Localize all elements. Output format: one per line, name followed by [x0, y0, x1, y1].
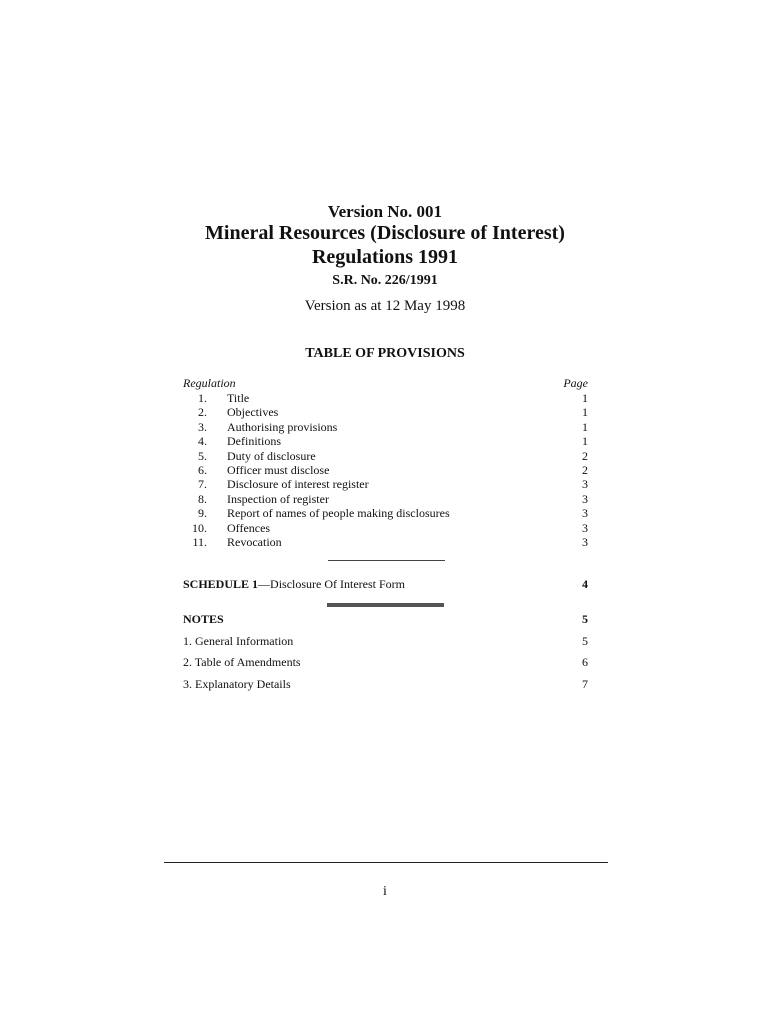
toc-row-number: 8. [198, 491, 207, 506]
page-number: i [383, 884, 387, 899]
toc-row[interactable] [183, 506, 588, 520]
toc-row-number: 9. [198, 506, 207, 521]
toc-row[interactable] [183, 521, 588, 535]
notes-item-page: 5 [582, 634, 588, 648]
notes-item-page: 7 [582, 677, 588, 691]
toc-row-number: 5. [198, 448, 207, 463]
schedule-entry[interactable] [183, 576, 588, 592]
toc-row-number: 11. [192, 534, 207, 549]
toc-row[interactable] [183, 434, 588, 448]
toc-row-label: Revocation [227, 534, 282, 549]
toc-row-label: Disclosure of interest register [227, 477, 369, 492]
toc-row-label: Report of names of people making disclosures [227, 506, 450, 521]
schedule-page: 4 [582, 577, 588, 591]
schedule-label [183, 576, 405, 592]
toc-row-label: Inspection of register [227, 491, 329, 506]
toc-row-page: 3 [582, 491, 588, 506]
toc-row-label: Authorising provisions [227, 419, 338, 434]
document-title-line-1: Mineral Resources (Disclosure of Interest) [205, 222, 565, 244]
notes-item[interactable] [183, 633, 588, 649]
statutory-rule-number: S.R. No. 226/1991 [332, 273, 438, 288]
toc-row-page: 3 [582, 534, 588, 549]
section-divider [328, 560, 445, 561]
version-date: Version as at 12 May 1998 [304, 298, 466, 314]
toc-row-number: 1. [198, 391, 207, 405]
toc-column-headers [183, 376, 588, 391]
toc-row-number: 2. [198, 405, 207, 420]
thick-divider [327, 603, 444, 607]
toc-row-number: 10. [192, 520, 207, 535]
toc-row-page: 3 [582, 506, 588, 521]
notes-item-page: 6 [582, 655, 588, 669]
toc-row-number: 3. [198, 419, 207, 434]
notes-item-label: 3. Explanatory Details [183, 677, 291, 691]
toc-row-label: Offences [227, 520, 271, 535]
toc-row-number: 4. [198, 434, 207, 449]
toc-row-page: 1 [582, 391, 588, 405]
toc-row-label: Definitions [227, 434, 281, 449]
toc-row[interactable] [183, 405, 588, 419]
schedule-name: SCHEDULE 1 [183, 577, 259, 591]
toc-row-page: 1 [582, 405, 588, 420]
notes-heading-page: 5 [582, 612, 588, 626]
table-of-provisions [183, 376, 588, 549]
toc-heading: TABLE OF PROVISIONS [305, 346, 465, 361]
toc-row-number: 6. [198, 462, 207, 477]
document-title [0, 221, 770, 269]
toc-row-label: Objectives [227, 405, 279, 420]
toc-row[interactable] [183, 535, 588, 549]
notes-item-label: 2. Table of Amendments [183, 655, 301, 669]
notes-item-label: 1. General Information [183, 634, 294, 648]
schedule-title: —Disclosure Of Interest Form [258, 577, 406, 591]
toc-row-page: 1 [582, 419, 588, 434]
notes-heading: NOTES [183, 612, 224, 626]
toc-row[interactable] [183, 391, 588, 405]
toc-row-page: 3 [582, 520, 588, 535]
document-title-line-2: Regulations 1991 [311, 246, 459, 268]
toc-row-label: Duty of disclosure [227, 448, 316, 463]
toc-row-label: Title [227, 391, 250, 405]
toc-row[interactable] [183, 420, 588, 434]
toc-row[interactable] [183, 492, 588, 506]
page-column-label: Page [563, 376, 588, 390]
toc-row-page: 2 [582, 448, 588, 463]
toc-row-label: Officer must disclose [227, 462, 330, 477]
version-number: Version No. 001 [327, 202, 443, 221]
toc-row-page: 3 [582, 477, 588, 492]
regulation-column-label: Regulation [183, 376, 236, 390]
footer-rule [164, 862, 608, 863]
notes-heading-row[interactable] [183, 611, 588, 627]
notes-item[interactable] [183, 654, 588, 670]
toc-row-page: 1 [582, 434, 588, 449]
toc-row-page: 2 [582, 462, 588, 477]
notes-item[interactable] [183, 676, 588, 692]
toc-row[interactable] [183, 449, 588, 463]
toc-row-number: 7. [198, 477, 207, 492]
toc-row[interactable] [183, 477, 588, 491]
toc-row[interactable] [183, 463, 588, 477]
toc-rows [183, 391, 588, 549]
